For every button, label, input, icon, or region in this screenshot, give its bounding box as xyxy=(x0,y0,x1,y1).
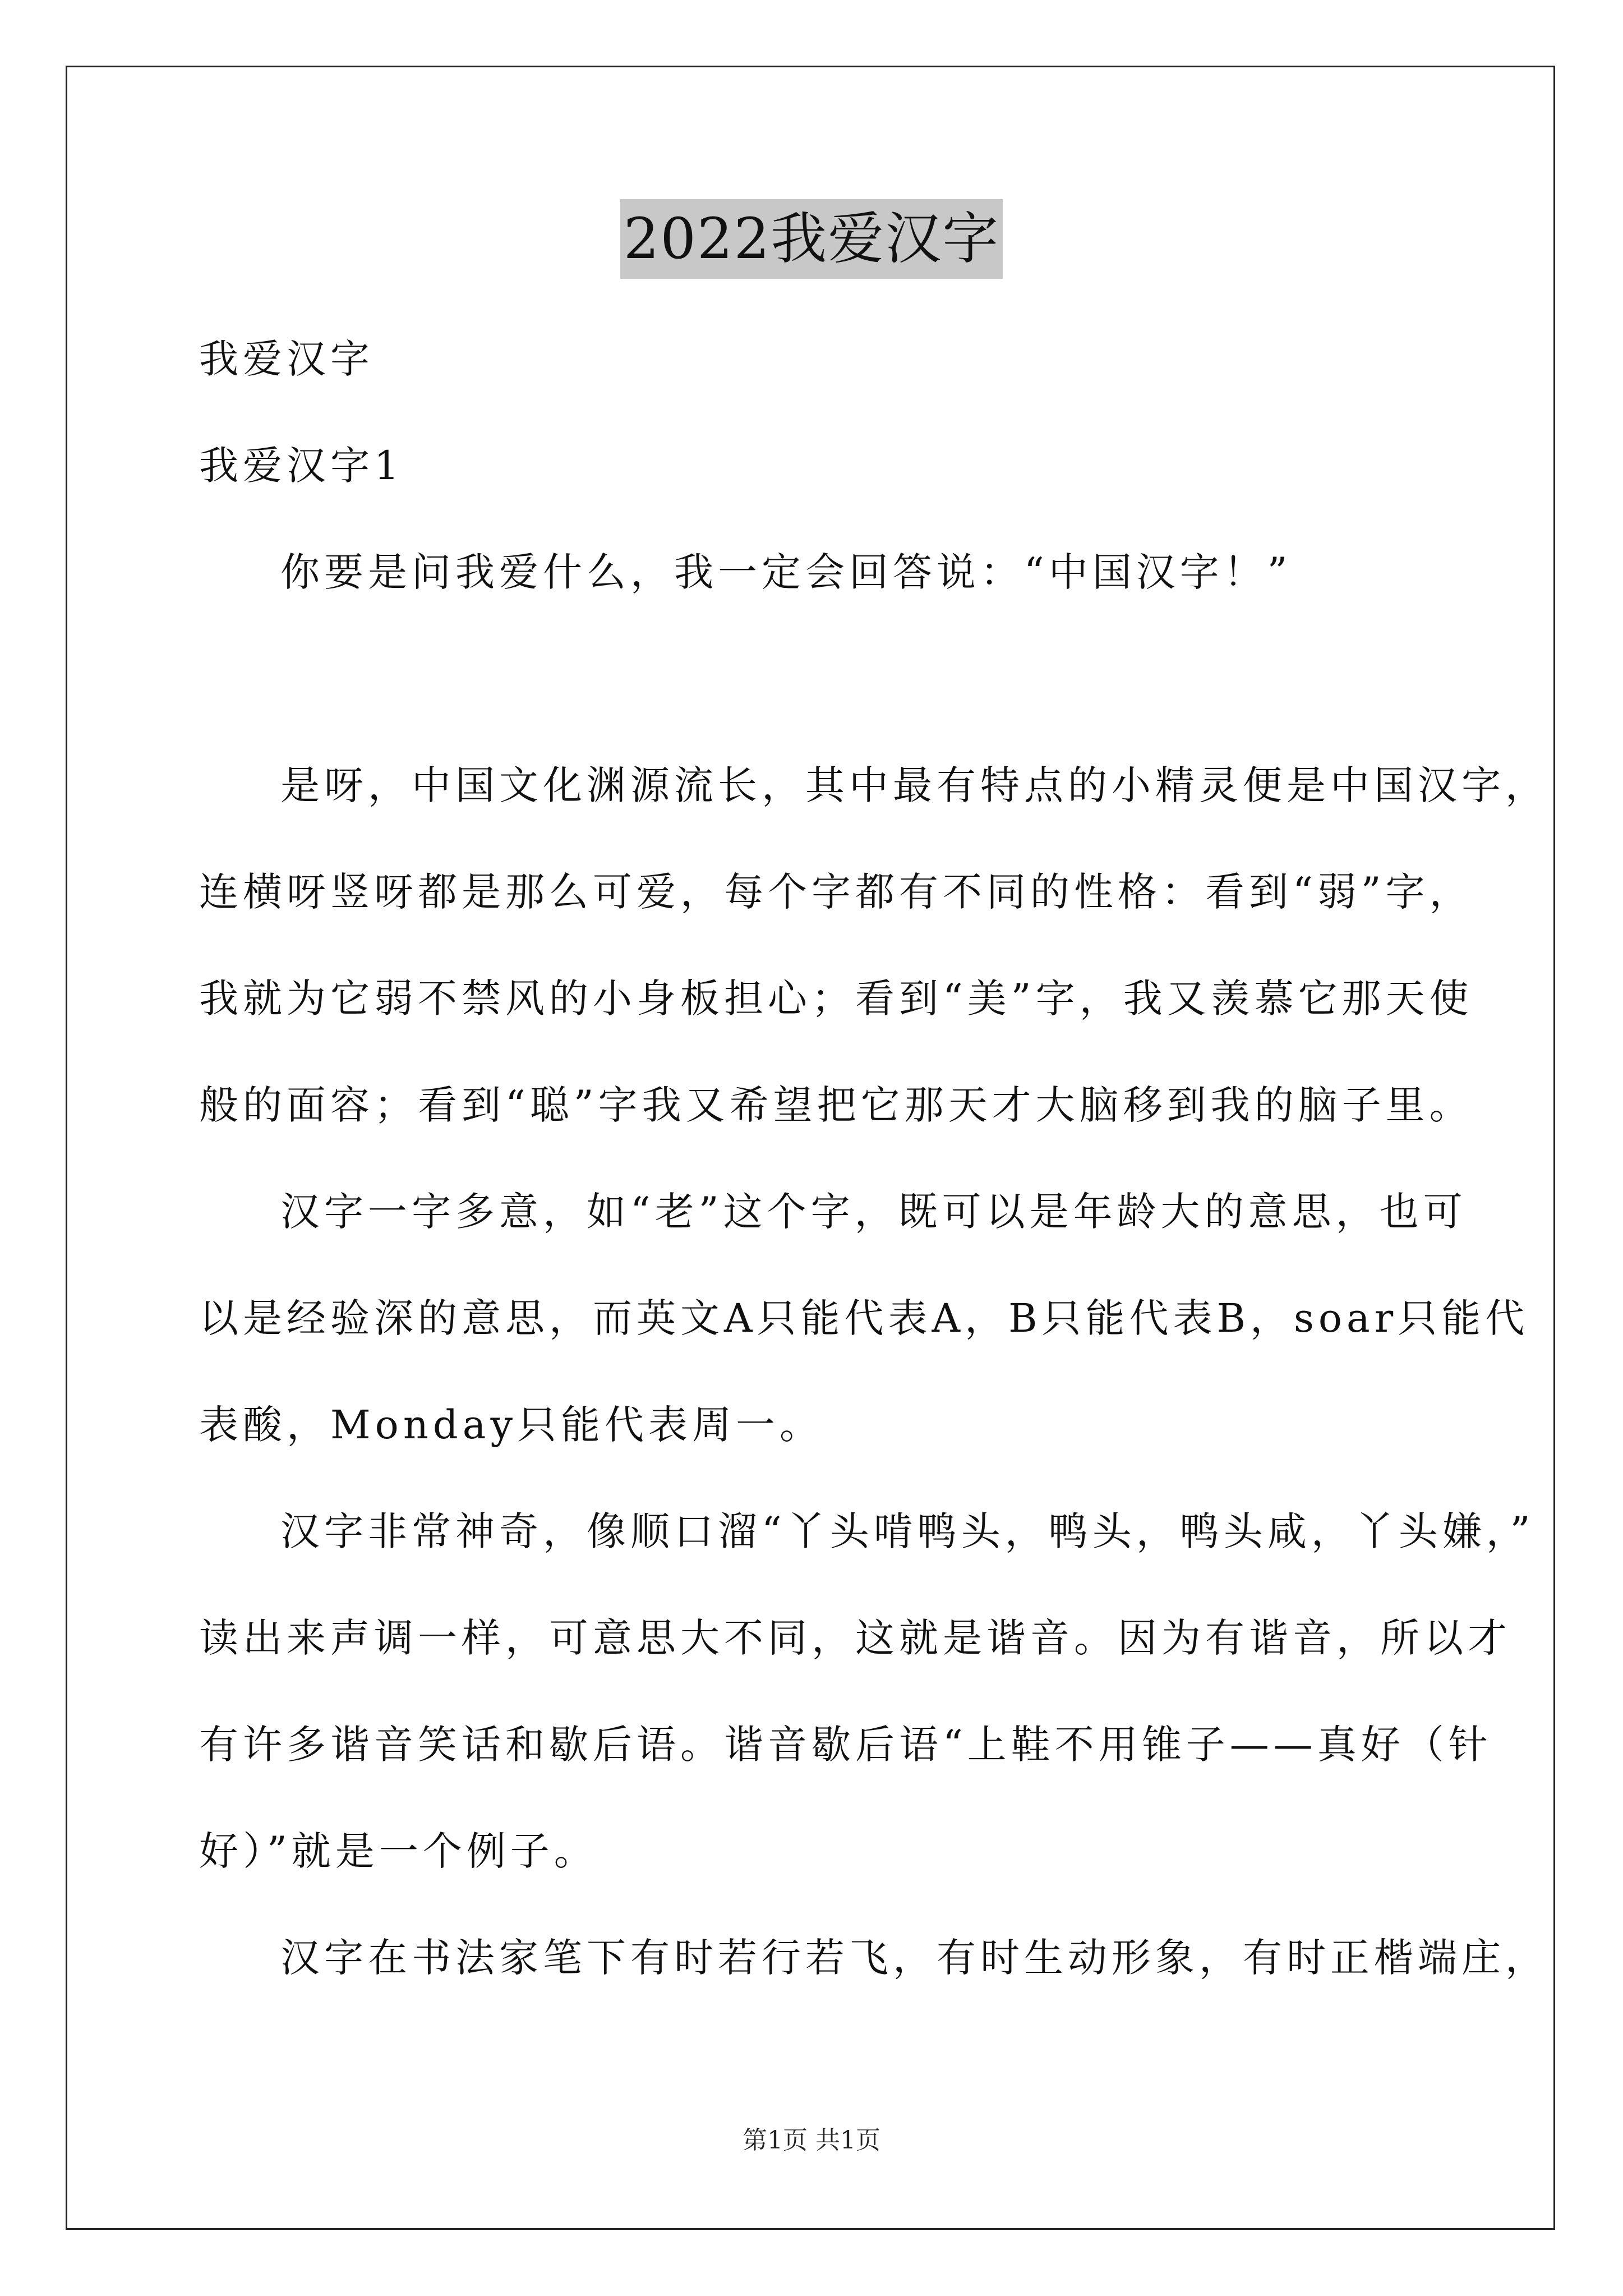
title-container xyxy=(0,199,1623,279)
paragraph-line: 般的面容；看到“聪”字我又希望把它那天才大脑移到我的脑子里。 xyxy=(199,1082,1473,1128)
heading-line: 我爱汉字 xyxy=(199,336,374,382)
page-footer: 第1页 共1页 xyxy=(743,2126,880,2155)
paragraph-line: 汉字非常神奇，像顺口溜“丫头啃鸭头，鸭头，鸭头咸，丫头嫌，” xyxy=(280,1508,1535,1554)
paragraph-gap xyxy=(199,625,1467,732)
paragraph-line: 我就为它弱不禁风的小身板担心；看到“美”字，我又羡慕它那天使 xyxy=(199,976,1473,1022)
paragraph-line: 你要是问我爱什么，我一定会回答说：“中国汉字！” xyxy=(280,549,1292,595)
document-body xyxy=(199,306,1549,2011)
paragraph-line: 好）”就是一个例子。 xyxy=(199,1828,598,1874)
paragraph-line: 表酸，Monday只能代表周一。 xyxy=(199,1402,823,1448)
paragraph-line: 汉字在书法家笔下有时若行若飞，有时生动形象，有时正楷端庄， xyxy=(280,1935,1549,1981)
subheading-line: 我爱汉字1 xyxy=(199,443,404,489)
paragraph-line: 连横呀竖呀都是那么可爱，每个字都有不同的性格：看到“弱”字， xyxy=(199,869,1473,915)
paragraph-line: 是呀，中国文化渊源流长，其中最有特点的小精灵便是中国汉字， xyxy=(280,762,1549,808)
paragraph-line: 汉字一字多意，如“老”这个字，既可以是年龄大的意思，也可 xyxy=(280,1189,1467,1235)
paragraph-line: 以是经验深的意思，而英文A只能代表A，B只能代表B，soar只能代 xyxy=(199,1295,1529,1341)
paragraph-line: 读出来声调一样，可意思大不同，这就是谐音。因为有谐音，所以才 xyxy=(199,1615,1511,1661)
paragraph-line: 有许多谐音笑话和歇后语。谐音歇后语“上鞋不用锥子——真好（针 xyxy=(199,1722,1492,1768)
document-title: 2022我爱汉字 xyxy=(620,199,1003,279)
